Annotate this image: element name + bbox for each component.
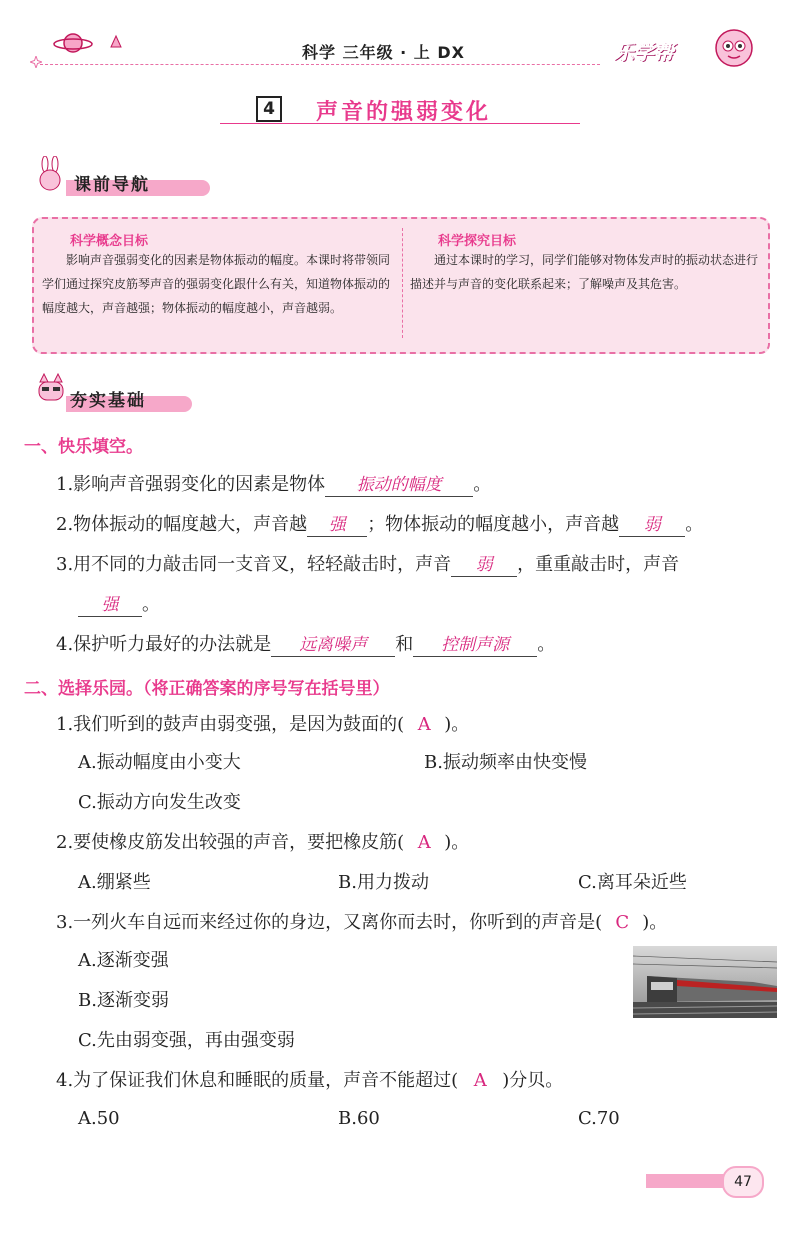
question-text: 3.用不同的力敲击同一支音叉，轻轻敲击时，声音 bbox=[56, 554, 452, 575]
cat-mascot-icon bbox=[34, 372, 68, 408]
question-text: 4.保护听力最好的办法就是 bbox=[56, 634, 272, 655]
header-divider bbox=[40, 64, 600, 65]
question-text: ，重重敲击时，声音 bbox=[517, 554, 680, 575]
goals-column-divider bbox=[402, 228, 403, 338]
fill-question-2 bbox=[56, 514, 703, 537]
section-heading-preview: 课前导航 bbox=[74, 175, 150, 195]
choice-question-4 bbox=[56, 1070, 563, 1092]
answer-letter[interactable]: A bbox=[417, 714, 431, 735]
option-c: C.振动方向发生改变 bbox=[78, 792, 241, 813]
title-underline bbox=[220, 123, 580, 124]
option-a: A.振动幅度由小变大 bbox=[78, 752, 241, 773]
question-text: 1.影响声音强弱变化的因素是物体 bbox=[56, 474, 326, 495]
train-photo bbox=[633, 946, 777, 1018]
page-number: 47 bbox=[722, 1166, 764, 1198]
lesson-number: 4 bbox=[256, 96, 282, 122]
part2-title: 二、选择乐园。（将正确答案的序号写在括号里） bbox=[24, 679, 390, 699]
option-a: A.绷紧些 bbox=[78, 872, 151, 893]
question-text: 。 bbox=[537, 634, 556, 655]
question-text: )。 bbox=[642, 912, 668, 933]
question-text: )。 bbox=[444, 714, 470, 735]
inquiry-goal-title: 科学探究目标 bbox=[438, 234, 517, 249]
question-text: 2.物体振动的幅度越大，声音越 bbox=[56, 514, 308, 535]
fill-question-1 bbox=[56, 474, 491, 497]
mascot-icon bbox=[706, 24, 762, 70]
question-text: 和 bbox=[395, 634, 414, 655]
fill-question-4 bbox=[56, 634, 555, 657]
part1-title: 一、快乐填空。 bbox=[24, 437, 143, 457]
question-text: 2.要使橡皮筋发出较强的声音，要把橡皮筋( bbox=[56, 832, 405, 853]
question-text: 。 bbox=[473, 474, 492, 495]
section-heading-basics: 夯实基础 bbox=[70, 391, 146, 411]
question-text: 。 bbox=[685, 514, 704, 535]
concept-goal-text: 影响声音强弱变化的因素是物体振动的幅度。本课时将带领同学们通过探究皮筋琴声音的强弱变化跟什么有关，知道物体振动的幅度越大，声音越强；物体振动的幅度越小，声音越弱。 bbox=[42, 253, 391, 315]
question-text: ；物体振动的幅度越小，声音越 bbox=[367, 514, 620, 535]
lesson-title: 声音的强弱变化 bbox=[316, 100, 492, 125]
option-a: A.逐渐变强 bbox=[78, 950, 169, 971]
book-title: 科学 三年级 · 上 DX bbox=[302, 43, 465, 62]
option-b: B.逐渐变弱 bbox=[78, 990, 169, 1011]
planet-icon bbox=[52, 30, 94, 56]
option-c: C.离耳朵近些 bbox=[578, 872, 687, 893]
fill-question-3 bbox=[56, 554, 679, 577]
question-text: 3.一列火车自远而来经过你的身边，又离你而去时，你听到的声音是( bbox=[56, 912, 603, 933]
answer-letter[interactable]: A bbox=[417, 832, 431, 853]
rabbit-mascot-icon bbox=[34, 156, 66, 192]
answer-blank[interactable]: 强 bbox=[307, 514, 367, 537]
option-a: A.50 bbox=[78, 1108, 120, 1129]
option-b: B.振动频率由快变慢 bbox=[424, 752, 587, 773]
rocket-icon bbox=[108, 34, 124, 50]
answer-blank[interactable]: 控制声源 bbox=[413, 634, 537, 657]
star-icon bbox=[30, 56, 42, 68]
choice-question-3 bbox=[56, 912, 667, 934]
question-text: 。 bbox=[142, 594, 160, 615]
fill-question-3-cont bbox=[78, 594, 160, 617]
option-c: C.70 bbox=[578, 1108, 620, 1129]
choice-question-1 bbox=[56, 714, 469, 736]
question-text: )。 bbox=[444, 832, 470, 853]
inquiry-goal-text: 通过本课时的学习，同学们能够对物体发声时的振动状态进行描述并与声音的变化联系起来；了解噪声及其危害。 bbox=[410, 253, 759, 291]
brand-logo: 乐学帮 bbox=[614, 40, 674, 64]
answer-blank[interactable]: 振动的幅度 bbox=[325, 474, 473, 497]
option-b: B.用力拨动 bbox=[338, 872, 429, 893]
concept-goal-title: 科学概念目标 bbox=[70, 234, 149, 249]
question-text: 4.为了保证我们休息和睡眠的质量，声音不能超过( bbox=[56, 1070, 459, 1091]
choice-question-2 bbox=[56, 832, 469, 854]
option-c: C.先由弱变强，再由强变弱 bbox=[78, 1030, 295, 1051]
answer-letter[interactable]: A bbox=[473, 1070, 487, 1091]
answer-blank[interactable]: 弱 bbox=[619, 514, 685, 537]
answer-blank[interactable]: 弱 bbox=[451, 554, 517, 577]
answer-blank[interactable]: 远离噪声 bbox=[271, 634, 395, 657]
option-b: B.60 bbox=[338, 1108, 380, 1129]
answer-blank[interactable]: 强 bbox=[78, 594, 142, 617]
question-text: 1.我们听到的鼓声由弱变强，是因为鼓面的( bbox=[56, 714, 405, 735]
question-text: )分贝。 bbox=[502, 1070, 564, 1091]
answer-letter[interactable]: C bbox=[615, 912, 630, 933]
